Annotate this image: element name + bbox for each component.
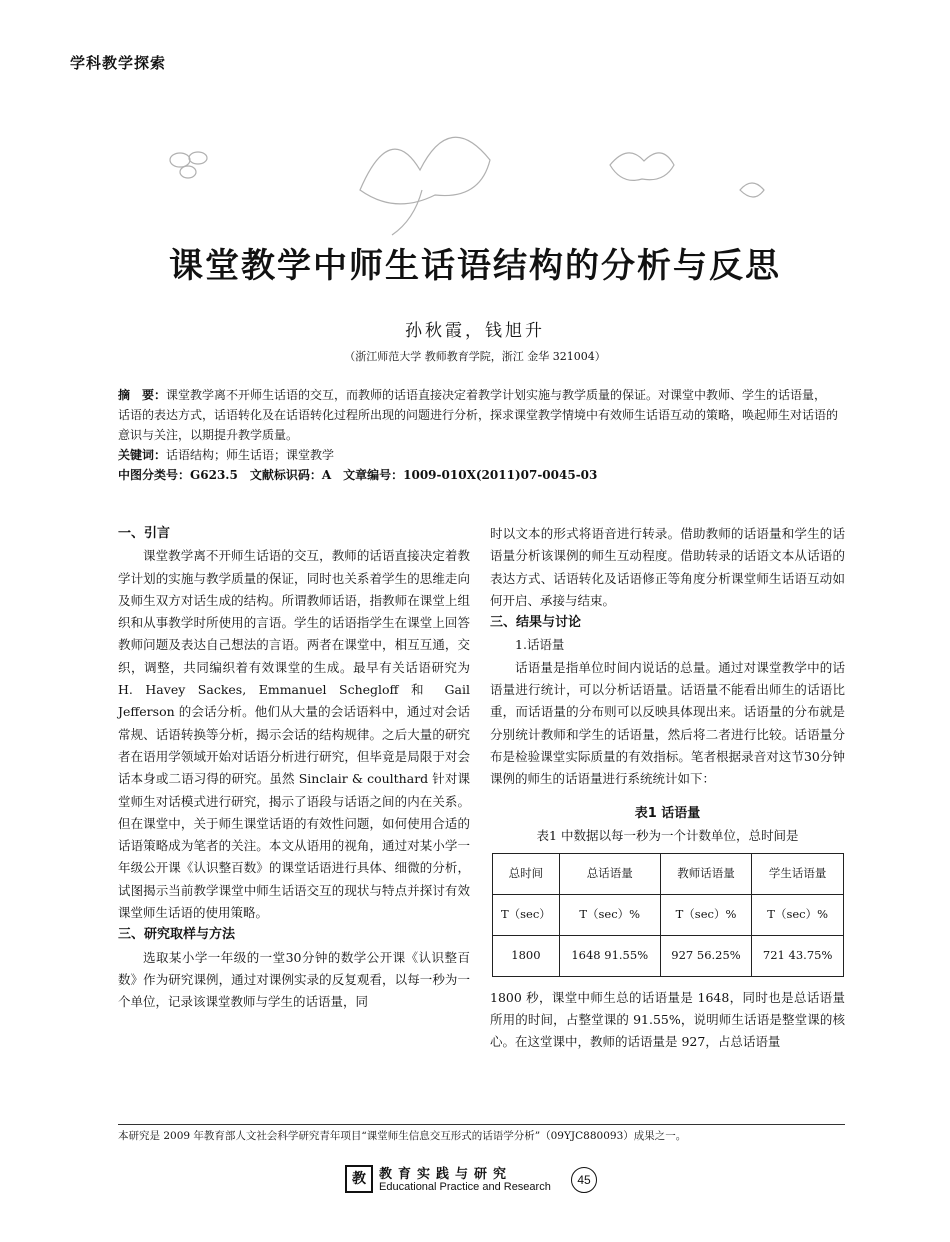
column-name: 学科教学探索	[70, 54, 167, 72]
abstract-block	[118, 385, 838, 485]
table-caption: 表1 话语量	[634, 805, 701, 821]
table-header-cell: 学生话语量	[752, 853, 844, 894]
classification-line: 中图分类号：G623.5 文献标识码：A 文章编号：1009-010X(2011)07-0045-03	[118, 468, 598, 482]
table-header-row	[493, 853, 844, 894]
table-header-cell: 总话语量	[559, 853, 660, 894]
table-row	[493, 894, 844, 935]
paragraph-method: 选取某小学一年级的一堂30分钟的数学公开课《认识整百数》作为研究课例，通过对课例实录的反复观看，以每一秒为一个单位，记录该课堂教师与学生的话语量，同	[118, 949, 470, 1010]
keywords	[118, 445, 838, 465]
table-note: 表1 中数据以每一秒为一个计数单位，总时间是	[536, 827, 799, 843]
paragraph-method-cont: 时以文本的形式将语音进行转录。借助教师的话语量和学生的话语量分析该课例的师生互动程度。借助转录的话语文本从话语的表达方式、话语转化及话语修正等角度分析课堂师生话语互动如何开启、承接与结束。	[490, 526, 845, 608]
left-column	[118, 523, 470, 1014]
journal-footer	[345, 1163, 605, 1197]
journal-name-cn: 教育实践与研究	[379, 1167, 513, 1182]
table-cell: T（sec）%	[660, 894, 752, 935]
subsection-heading-volume: 1.话语量	[515, 637, 565, 653]
journal-logo: 教	[345, 1165, 373, 1193]
keywords-label: 关键词：	[118, 448, 167, 462]
paragraph-volume: 话语量是指单位时间内说话的总量。通过对课堂教学中的话语量进行统计，可以分析话语量。话语量不能看出师生的话语比重，而话语量的分布则可以反映具体现出来。话语量的分布就是分别统计教师和学生的话语量，然后将二者进行比较。话语量分布是检验课堂实际质量的有效指标。笔者根据录音对这节30分钟课例的师生的话语量进行系统统计如下：	[490, 659, 845, 787]
section-heading-intro: 一、引言	[118, 526, 171, 541]
table-cell: T（sec）%	[752, 894, 844, 935]
table-cell: 1648 91.55%	[559, 935, 660, 976]
right-column	[490, 523, 845, 1053]
paragraph-volume-analysis: 1800 秒，课堂中师生总的话语量是 1648，同时也是总话语量所用的时间，占整堂课的 91.55%，说明师生话语是整堂课的核心。在这堂课中，教师的话语量是 927，占总话语量	[490, 989, 845, 1050]
table-cell: 721 43.75%	[752, 935, 844, 976]
footnote-divider	[118, 1124, 845, 1125]
abstract-text: 课堂教学离不开师生话语的交互，而教师的话语直接决定着教学计划实施与教学质量的保证。对课堂中教师、学生的话语量，话语的表达方式，话语转化及在话语转化过程所出现的问题进行分析，探求课堂教学情境中有效师生话语互动的策略，唤起师生对话语的意识与关注，以期提升教学质量。	[118, 388, 839, 442]
table-header-cell: 教师话语量	[660, 853, 752, 894]
table-header-cell: 总时间	[493, 853, 560, 894]
abstract-label: 摘 要：	[118, 388, 167, 402]
journal-name-en: Educational Practice and Research	[379, 1181, 551, 1193]
page-number: 45	[571, 1167, 597, 1193]
section-heading-method: 三、研究取样与方法	[118, 927, 236, 943]
keywords-text: 话语结构；师生话语；课堂教学	[166, 448, 335, 462]
table-cell: 927 56.25%	[660, 935, 752, 976]
section-heading-results: 三、结果与讨论	[490, 615, 582, 631]
table-cell: 1800	[493, 935, 560, 976]
authors: 孙秋霞，钱旭升	[405, 321, 545, 341]
speech-volume-table	[492, 853, 844, 977]
table-cell: T（sec）	[493, 894, 560, 935]
footnote: 本研究是 2009 年教育部人文社会科学研究青年项目“课堂师生信息交互形式的话语学分析”（09YJC880093）成果之一。	[118, 1130, 687, 1142]
table-cell: T（sec）%	[559, 894, 660, 935]
affiliation: （浙江师范大学 教师教育学院，浙江 金华 321004）	[344, 350, 606, 363]
table-row	[493, 935, 844, 976]
decorative-flowers	[140, 130, 810, 240]
abstract	[118, 385, 838, 445]
article-title: 课堂教学中师生话语结构的分析与反思	[169, 246, 781, 286]
paragraph-intro: 课堂教学离不开师生话语的交互，教师的话语直接决定着教学计划的实施与教学质量的保证，同时也关系着学生的思维走向及师生双方对话生成的结构。所谓教师话语，指教师在课堂上组织和从事教学时所使用的言语。学生的话语指学生在课堂上回答教师问题及表达自己想法的言语。两者在课堂中，相互互通，交织，调整，共同编织着有效课堂的生成。最早有关话语研究为 H. Havey Sackes, Emmanuel Schegloff 和 Gail Jefferson 的会话分析。他们从大量的会话语料中，通过对会话常规、话语转换等分析，揭示会话的结构规律。之后大量的研究者在语用学领域开始对话语分析进行研究，但毕竟是局限于对会话本身或二语习得的研究。虽然 Sinclair & coulthard 针对课堂师生对话模式进行研究，揭示了语段与话语之间的内在关系。但在课堂中，关于师生课堂话语的有效性问题，如何使用合适的话语策略成为笔者的关注。本文从语用的视角，通过对某小学一年级公开课《认识整百数》的课堂话语进行具体、细微的分析，试图揭示当前教学课堂中师生话语交互的现状与特点并探讨有效课堂师生话语的使用策略。	[118, 548, 470, 921]
